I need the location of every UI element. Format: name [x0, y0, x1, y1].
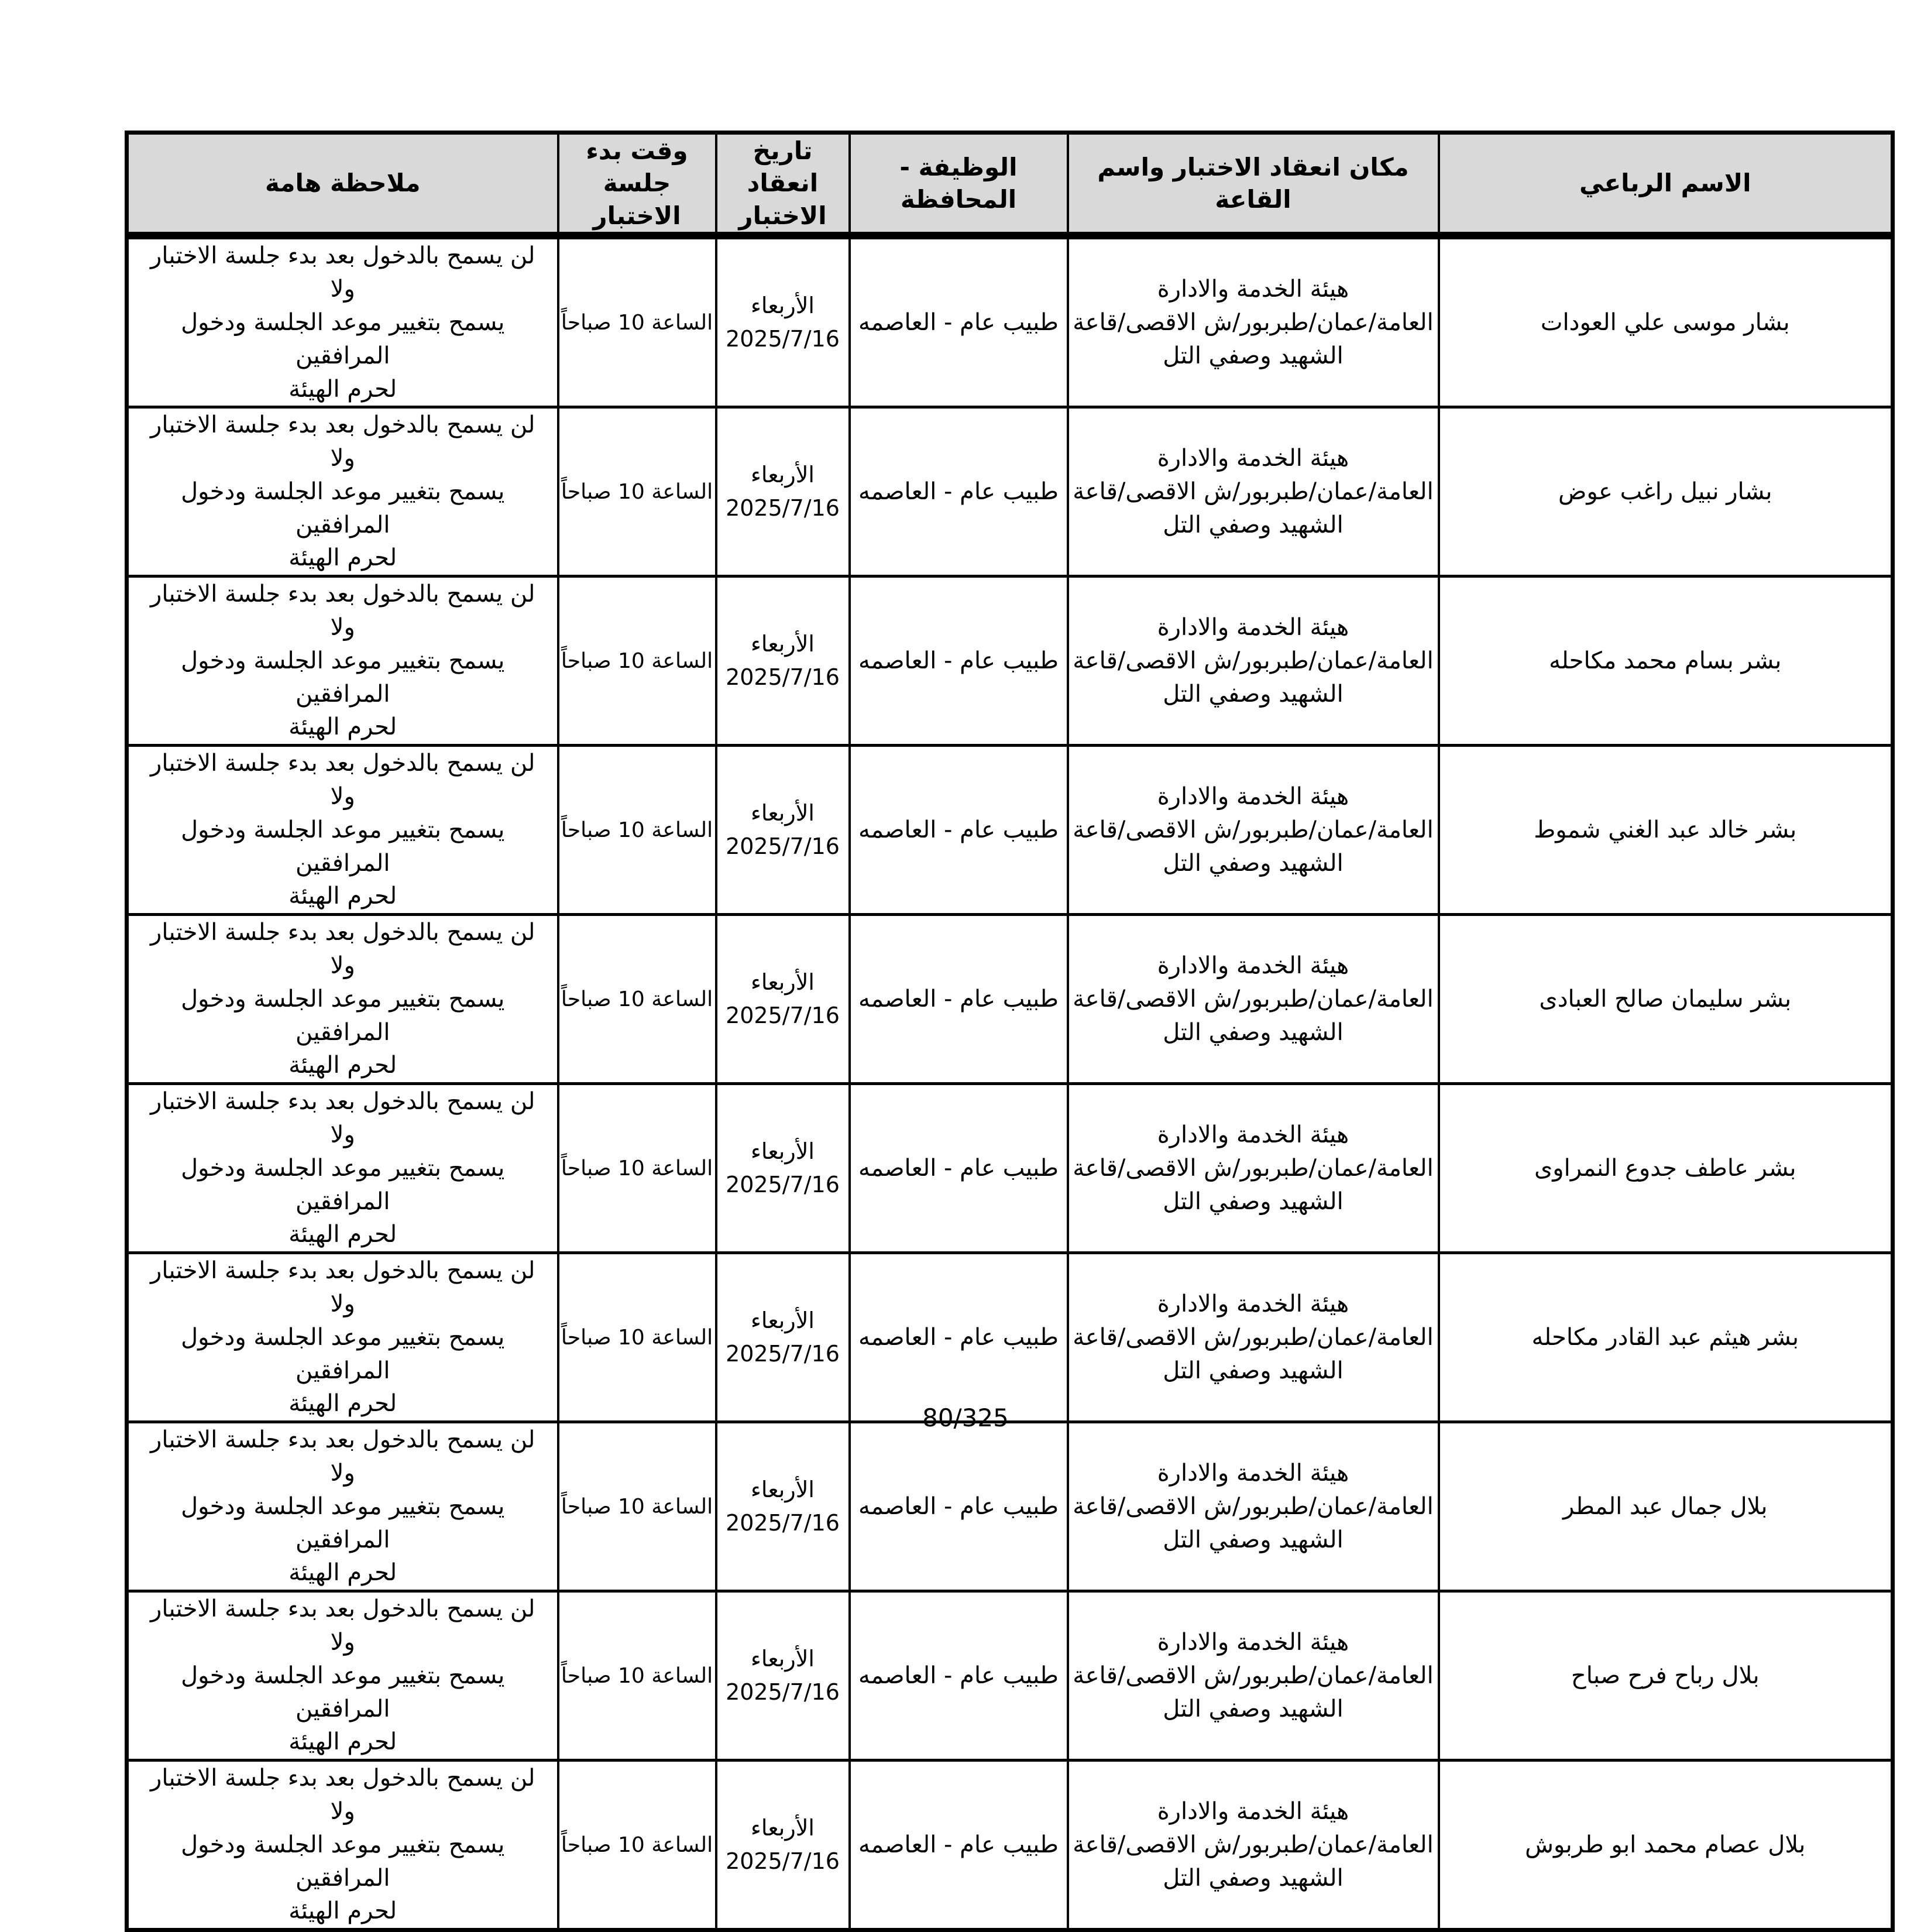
cell-name — [1439, 576, 1893, 746]
cell-line: الشهيد وصفي التل — [1163, 680, 1344, 708]
cell-location — [1068, 1253, 1439, 1422]
cell-time — [558, 1591, 716, 1761]
cell-location — [1068, 576, 1439, 746]
cell-name — [1439, 915, 1893, 1084]
cell-text: الساعة 10 صباحاً — [561, 1325, 713, 1350]
table-row — [127, 576, 1893, 746]
cell-job — [850, 236, 1068, 407]
cell-line: يسمح بتغيير موعد الجلسة ودخول المرافقين — [181, 1154, 505, 1215]
cell-job — [850, 407, 1068, 576]
cell-line: 2025/7/16 — [726, 833, 840, 860]
cell-time — [558, 915, 716, 1084]
cell-date — [716, 407, 850, 576]
cell-line: العامة/عمان/طبربور/ش الاقصى/قاعة — [1073, 478, 1434, 505]
cell-text: بلال عصام محمد ابو طربوش — [1525, 1831, 1806, 1858]
cell-date — [716, 236, 850, 407]
cell-time — [558, 1422, 716, 1591]
cell-time — [558, 1761, 716, 1930]
cell-job — [850, 1761, 1068, 1930]
cell-line: الشهيد وصفي التل — [1163, 1695, 1344, 1722]
cell-line: لحرم الهيئة — [288, 544, 397, 572]
cell-line: الأربعاء — [751, 1815, 815, 1841]
cell-line: لحرم الهيئة — [288, 1559, 397, 1587]
cell-text: طبيب عام - العاصمه — [858, 985, 1059, 1013]
cell-time — [558, 576, 716, 746]
cell-note — [127, 746, 558, 915]
cell-line: هيئة الخدمة والادارة — [1157, 952, 1349, 980]
table-row — [127, 236, 1893, 407]
cell-line: الأربعاء — [751, 1308, 815, 1334]
cell-text: بشر خالد عبد الغني شموط — [1534, 816, 1797, 843]
cell-line: 2025/7/16 — [726, 495, 840, 521]
cell-time — [558, 746, 716, 915]
cell-line: الأربعاء — [751, 1646, 815, 1672]
cell-text: طبيب عام - العاصمه — [858, 478, 1059, 505]
cell-line: لن يسمح بالدخول بعد بدء جلسة الاختبار ولا — [150, 242, 535, 303]
cell-line: العامة/عمان/طبربور/ش الاقصى/قاعة — [1073, 1492, 1434, 1520]
cell-line: لن يسمح بالدخول بعد بدء جلسة الاختبار ولا — [150, 919, 535, 980]
cell-line: الشهيد وصفي التل — [1163, 849, 1344, 877]
cell-text: بشر هيثم عبد القادر مكاحله — [1531, 1323, 1799, 1351]
cell-line: 2025/7/16 — [726, 664, 840, 691]
column-header-date: تاريخ انعقاد الاختبار — [716, 133, 850, 236]
cell-time — [558, 1084, 716, 1253]
cell-line: يسمح بتغيير موعد الجلسة ودخول المرافقين — [181, 1323, 505, 1384]
cell-text: طبيب عام - العاصمه — [858, 1831, 1059, 1858]
cell-line: لحرم الهيئة — [288, 1052, 397, 1079]
cell-line: العامة/عمان/طبربور/ش الاقصى/قاعة — [1073, 1154, 1434, 1182]
exam-schedule-table — [125, 131, 1895, 1932]
cell-line: هيئة الخدمة والادارة — [1157, 1121, 1349, 1149]
cell-text: الساعة 10 صباحاً — [561, 1833, 713, 1857]
cell-line: لن يسمح بالدخول بعد بدء جلسة الاختبار ولا — [150, 1765, 535, 1825]
cell-line: يسمح بتغيير موعد الجلسة ودخول المرافقين — [181, 308, 505, 369]
header-row — [127, 133, 1893, 236]
cell-name — [1439, 1761, 1893, 1930]
cell-line: يسمح بتغيير موعد الجلسة ودخول المرافقين — [181, 1492, 505, 1553]
cell-line: 2025/7/16 — [726, 1510, 840, 1536]
cell-line: 2025/7/16 — [726, 1679, 840, 1705]
cell-line: هيئة الخدمة والادارة — [1157, 1628, 1349, 1656]
cell-line: لحرم الهيئة — [288, 375, 397, 403]
cell-line: لن يسمح بالدخول بعد بدء جلسة الاختبار ولا — [150, 1595, 535, 1656]
cell-job — [850, 1253, 1068, 1422]
cell-line: الأربعاء — [751, 462, 815, 488]
cell-line: 2025/7/16 — [726, 326, 840, 352]
table-row — [127, 1422, 1893, 1591]
cell-line: لحرم الهيئة — [288, 1390, 397, 1418]
cell-job — [850, 1084, 1068, 1253]
cell-date — [716, 576, 850, 746]
cell-text: بشار موسى علي العودات — [1540, 308, 1790, 336]
cell-note — [127, 915, 558, 1084]
cell-location — [1068, 1761, 1439, 1930]
cell-line: العامة/عمان/طبربور/ش الاقصى/قاعة — [1073, 816, 1434, 843]
column-header-job: الوظيفة - المحافظة — [850, 133, 1068, 236]
cell-text: الساعة 10 صباحاً — [561, 987, 713, 1011]
cell-date — [716, 1422, 850, 1591]
cell-location — [1068, 915, 1439, 1084]
cell-name — [1439, 1591, 1893, 1761]
cell-location — [1068, 1591, 1439, 1761]
cell-line: يسمح بتغيير موعد الجلسة ودخول المرافقين — [181, 1662, 505, 1722]
cell-location — [1068, 407, 1439, 576]
cell-name — [1439, 1253, 1893, 1422]
cell-line: يسمح بتغيير موعد الجلسة ودخول المرافقين — [181, 1831, 505, 1892]
table-row — [127, 1591, 1893, 1761]
cell-line: الشهيد وصفي التل — [1163, 342, 1344, 369]
cell-note — [127, 1591, 558, 1761]
table-row — [127, 915, 1893, 1084]
cell-location — [1068, 746, 1439, 915]
cell-line: لحرم الهيئة — [288, 1728, 397, 1756]
cell-line: هيئة الخدمة والادارة — [1157, 445, 1349, 472]
cell-line: الأربعاء — [751, 969, 815, 996]
cell-time — [558, 1253, 716, 1422]
cell-job — [850, 1591, 1068, 1761]
column-header-time: وقت بدء جلسة الاختبار — [558, 133, 716, 236]
cell-date — [716, 1084, 850, 1253]
cell-line: الشهيد وصفي التل — [1163, 1864, 1344, 1892]
cell-text: بشر عاطف جدوع النمراوى — [1534, 1154, 1796, 1182]
cell-text: بلال رباح فرح صباح — [1571, 1662, 1760, 1689]
cell-line: يسمح بتغيير موعد الجلسة ودخول المرافقين — [181, 478, 505, 538]
cell-text: طبيب عام - العاصمه — [858, 816, 1059, 843]
cell-line: العامة/عمان/طبربور/ش الاقصى/قاعة — [1073, 1662, 1434, 1689]
cell-line: الأربعاء — [751, 1477, 815, 1503]
cell-line: يسمح بتغيير موعد الجلسة ودخول المرافقين — [181, 985, 505, 1046]
cell-line: هيئة الخدمة والادارة — [1157, 1460, 1349, 1487]
cell-line: لن يسمح بالدخول بعد بدء جلسة الاختبار ولا — [150, 1426, 535, 1487]
cell-line: 2025/7/16 — [726, 1172, 840, 1198]
column-header-location: مكان انعقاد الاختبار واسم القاعة — [1068, 133, 1439, 236]
cell-job — [850, 1422, 1068, 1591]
cell-text: طبيب عام - العاصمه — [858, 1492, 1059, 1520]
cell-name — [1439, 1084, 1893, 1253]
cell-line: الشهيد وصفي التل — [1163, 1357, 1344, 1384]
cell-line: العامة/عمان/طبربور/ش الاقصى/قاعة — [1073, 1323, 1434, 1351]
cell-line: لن يسمح بالدخول بعد بدء جلسة الاختبار ولا — [150, 411, 535, 472]
cell-job — [850, 915, 1068, 1084]
cell-line: لن يسمح بالدخول بعد بدء جلسة الاختبار ولا — [150, 581, 535, 641]
cell-note — [127, 1253, 558, 1422]
cell-text: طبيب عام - العاصمه — [858, 1323, 1059, 1351]
cell-date — [716, 915, 850, 1084]
cell-text: بلال جمال عبد المطر — [1562, 1492, 1768, 1520]
cell-text: بشر بسام محمد مكاحله — [1549, 647, 1782, 674]
cell-note — [127, 576, 558, 746]
cell-time — [558, 407, 716, 576]
cell-line: هيئة الخدمة والادارة — [1157, 614, 1349, 641]
cell-line: لحرم الهيئة — [288, 1221, 397, 1248]
cell-note — [127, 1422, 558, 1591]
table-row — [127, 1761, 1893, 1930]
cell-line: الشهيد وصفي التل — [1163, 1188, 1344, 1215]
page-number: 80/325 — [922, 1403, 1009, 1432]
cell-line: لن يسمح بالدخول بعد بدء جلسة الاختبار ولا — [150, 1257, 535, 1318]
table-row — [127, 1253, 1893, 1422]
cell-text: الساعة 10 صباحاً — [561, 1156, 713, 1181]
cell-note — [127, 1084, 558, 1253]
cell-note — [127, 236, 558, 407]
cell-line: العامة/عمان/طبربور/ش الاقصى/قاعة — [1073, 1831, 1434, 1858]
cell-line: لن يسمح بالدخول بعد بدء جلسة الاختبار ولا — [150, 750, 535, 811]
cell-job — [850, 576, 1068, 746]
cell-text: بشر سليمان صالح العبادى — [1539, 985, 1792, 1013]
cell-line: يسمح بتغيير موعد الجلسة ودخول المرافقين — [181, 816, 505, 877]
cell-name — [1439, 1422, 1893, 1591]
cell-location — [1068, 1422, 1439, 1591]
cell-date — [716, 746, 850, 915]
cell-text: الساعة 10 صباحاً — [561, 310, 713, 335]
cell-line: هيئة الخدمة والادارة — [1157, 1291, 1349, 1318]
cell-text: طبيب عام - العاصمه — [858, 1154, 1059, 1182]
cell-date — [716, 1591, 850, 1761]
cell-line: العامة/عمان/طبربور/ش الاقصى/قاعة — [1073, 647, 1434, 674]
cell-text: طبيب عام - العاصمه — [858, 647, 1059, 674]
cell-line: الشهيد وصفي التل — [1163, 1526, 1344, 1553]
cell-text: الساعة 10 صباحاً — [561, 479, 713, 504]
cell-note — [127, 407, 558, 576]
cell-line: 2025/7/16 — [726, 1848, 840, 1875]
cell-time — [558, 236, 716, 407]
cell-text: الساعة 10 صباحاً — [561, 648, 713, 673]
cell-name — [1439, 746, 1893, 915]
cell-line: العامة/عمان/طبربور/ش الاقصى/قاعة — [1073, 308, 1434, 336]
cell-text: الساعة 10 صباحاً — [561, 1494, 713, 1519]
cell-line: 2025/7/16 — [726, 1003, 840, 1029]
cell-location — [1068, 1084, 1439, 1253]
cell-line: الأربعاء — [751, 1138, 815, 1165]
table-row — [127, 1084, 1893, 1253]
column-header-note: ملاحظة هامة — [127, 133, 558, 236]
cell-text: طبيب عام - العاصمه — [858, 1662, 1059, 1689]
cell-text: بشار نبيل راغب عوض — [1558, 478, 1772, 505]
cell-date — [716, 1761, 850, 1930]
cell-text: الساعة 10 صباحاً — [561, 818, 713, 842]
cell-location — [1068, 236, 1439, 407]
cell-line: يسمح بتغيير موعد الجلسة ودخول المرافقين — [181, 647, 505, 708]
cell-name — [1439, 236, 1893, 407]
cell-line: الأربعاء — [751, 631, 815, 657]
cell-line: العامة/عمان/طبربور/ش الاقصى/قاعة — [1073, 985, 1434, 1013]
cell-line: هيئة الخدمة والادارة — [1157, 276, 1349, 303]
cell-line: 2025/7/16 — [726, 1341, 840, 1367]
cell-line: لحرم الهيئة — [288, 713, 397, 741]
cell-name — [1439, 407, 1893, 576]
cell-line: الشهيد وصفي التل — [1163, 1018, 1344, 1046]
table-row — [127, 746, 1893, 915]
table-body — [127, 236, 1893, 1930]
cell-line: لحرم الهيئة — [288, 1897, 397, 1925]
cell-line: الشهيد وصفي التل — [1163, 511, 1344, 538]
column-header-name: الاسم الرباعي — [1439, 133, 1893, 236]
cell-line: لحرم الهيئة — [288, 883, 397, 910]
cell-text: الساعة 10 صباحاً — [561, 1663, 713, 1688]
cell-line: الأربعاء — [751, 800, 815, 826]
cell-line: لن يسمح بالدخول بعد بدء جلسة الاختبار ولا — [150, 1088, 535, 1149]
cell-date — [716, 1253, 850, 1422]
cell-line: الأربعاء — [751, 293, 815, 319]
table-row — [127, 407, 1893, 576]
cell-job — [850, 746, 1068, 915]
cell-text: طبيب عام - العاصمه — [858, 308, 1059, 336]
cell-line: هيئة الخدمة والادارة — [1157, 1797, 1349, 1825]
cell-note — [127, 1761, 558, 1930]
cell-line: هيئة الخدمة والادارة — [1157, 783, 1349, 811]
